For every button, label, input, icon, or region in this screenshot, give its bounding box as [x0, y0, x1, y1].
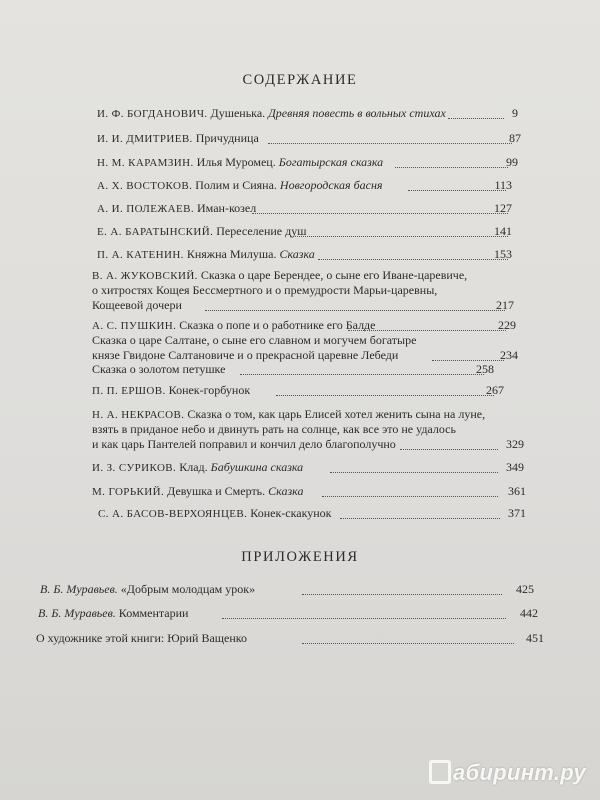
toc-author: И. И. ДМИТРИЕВ. [97, 133, 193, 145]
toc-page-number: 329 [506, 437, 524, 451]
leader-dots [302, 594, 502, 595]
toc-author: П. П. ЕРШОВ. [92, 385, 166, 397]
leader-dots [340, 518, 500, 519]
leader-dots [322, 496, 498, 497]
toc-title: Сказка о попе и о работнике его Балде [176, 318, 376, 332]
toc-page-number: 349 [506, 460, 524, 474]
toc-subtitle: Древняя повесть в вольных стихах [268, 106, 446, 120]
toc-page-number: 113 [494, 178, 512, 192]
toc-author: Н. А. НЕКРАСОВ. [92, 409, 185, 421]
toc-title: Конек-горбунок [165, 383, 251, 397]
appendix-line [38, 606, 188, 622]
toc-subtitle: Новгородская басня [279, 178, 383, 192]
appendix-author: В. Б. Муравьев. [38, 606, 116, 620]
toc-subtitle: Сказка [268, 484, 304, 498]
leader-dots [302, 643, 514, 644]
toc-subtitle: Сказка [279, 247, 315, 261]
toc-page-number: 87 [509, 131, 521, 145]
appendix-heading: ПРИЛОЖЕНИЯ [241, 549, 359, 565]
toc-line [92, 484, 304, 501]
toc-line [97, 131, 259, 148]
toc-line: о хитростях Кощея Бессмертного и о премудрости Марьи-царевны, [92, 283, 438, 297]
toc-title: Сказка о том, как царь Елисей хотел женить сына на луне, [184, 407, 486, 421]
appendix-author: В. Б. Муравьев. [40, 582, 118, 596]
toc-page-number: 267 [486, 383, 504, 397]
toc-line: взять в приданое небо и двинуть рать на солнце, как все это не удалось [92, 422, 456, 436]
toc-page-number: 234 [500, 348, 518, 362]
toc-page-number: 99 [506, 155, 518, 169]
labirint-watermark [429, 760, 586, 786]
toc-author: А. С. ПУШКИН. [92, 320, 177, 332]
toc-author: М. ГОРЬКИЙ. [92, 486, 165, 498]
toc-author: В. А. ЖУКОВСКИЙ. [92, 270, 198, 282]
toc-author: И. Ф. БОГДАНОВИЧ. [97, 108, 208, 120]
labirint-logo-icon [429, 760, 451, 784]
toc-line [98, 506, 332, 523]
toc-author: П. А. КАТЕНИН. [97, 249, 184, 261]
appendix-line [36, 631, 247, 647]
toc-page-number: 141 [494, 224, 512, 238]
toc-title: Душенька. [207, 106, 269, 120]
appendix-title: О художнике этой книги: Юрий Ващенко [36, 631, 247, 645]
toc-line: Сказка о золотом петушке [92, 362, 226, 376]
toc-title: Илья Муромец. [193, 155, 279, 169]
appendix-page-number: 425 [516, 582, 534, 596]
toc-subtitle: Бабушкина сказка [210, 460, 304, 474]
leader-dots [268, 143, 512, 144]
toc-title: Девушка и Смерть. [164, 484, 269, 498]
toc-title: Иман-козел [194, 201, 257, 215]
toc-author: Н. М. КАРАМЗИН. [97, 157, 194, 169]
toc-line [92, 383, 250, 400]
toc-author: И. З. СУРИКОВ. [92, 462, 177, 474]
toc-title: Переселение душ [213, 224, 307, 238]
toc-page-number: 371 [508, 506, 526, 520]
toc-line: Кощеевой дочери [92, 298, 182, 312]
toc-page-number: 9 [512, 106, 518, 120]
appendix-title: «Добрым молодцам урок» [117, 582, 256, 596]
toc-author: А. И. ПОЛЕЖАЕВ. [97, 203, 195, 215]
leader-dots [222, 618, 506, 619]
appendix-title: Комментарии [115, 606, 189, 620]
leader-dots [240, 374, 484, 375]
toc-title: Клад. [176, 460, 211, 474]
watermark-text: абиринт.ру [453, 760, 586, 785]
toc-page-number: 361 [508, 484, 526, 498]
toc-line: и как царь Пантелей поправил и кончил дело благополучно [92, 437, 396, 451]
toc-line: князе Гвидоне Салтановиче и о прекрасной царевне Лебеди [92, 348, 399, 362]
toc-line [97, 247, 315, 264]
toc-title: Полим и Сияна. [192, 178, 280, 192]
toc-title: Княжна Милуша. [183, 247, 280, 261]
toc-author: А. Х. ВОСТОКОВ. [97, 180, 193, 192]
toc-author: С. А. БАСОВ-ВЕРХОЯНЦЕВ. [98, 508, 248, 520]
toc-line [97, 224, 306, 241]
toc-page-number: 127 [494, 201, 512, 215]
toc-line [97, 155, 383, 172]
toc-line [97, 178, 383, 195]
appendix-page-number: 451 [526, 631, 544, 645]
leader-dots [252, 213, 508, 214]
toc-page-number: 217 [496, 298, 514, 312]
toc-line [92, 460, 303, 477]
appendix-line [40, 582, 255, 598]
leader-dots [330, 472, 498, 473]
toc-author: Е. А. БАРАТЫНСКИЙ. [97, 226, 214, 238]
toc-line [97, 106, 446, 123]
contents-heading: СОДЕРЖАНИЕ [242, 72, 358, 88]
appendix-page-number: 442 [520, 606, 538, 620]
leader-dots [205, 310, 505, 311]
toc-line [97, 201, 256, 218]
toc-title: Причудница [192, 131, 259, 145]
leader-dots [276, 395, 494, 396]
toc-page-number: 229 [498, 318, 516, 332]
toc-line: Сказка о царе Салтане, о сыне его славном и могучем богатыре [92, 333, 417, 347]
toc-subtitle: Богатырская сказка [278, 155, 384, 169]
toc-title: Сказка о царе Берендее, о сыне его Иване-царевиче, [197, 268, 468, 282]
toc-page-number: 153 [494, 247, 512, 261]
toc-page-number: 258 [476, 362, 494, 376]
toc-title: Конек-скакунок [247, 506, 332, 520]
